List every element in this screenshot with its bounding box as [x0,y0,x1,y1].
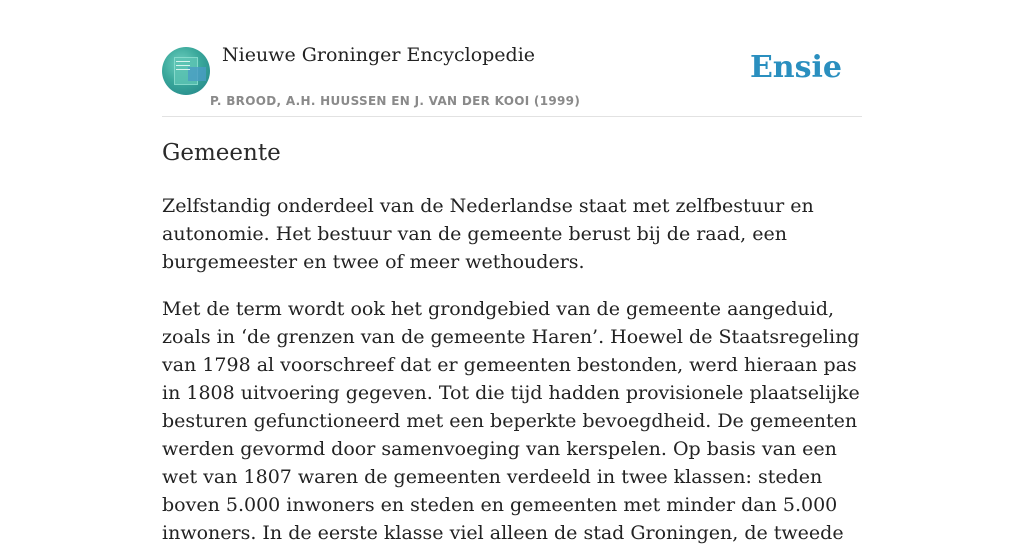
book-cover-icon[interactable] [162,47,210,95]
article-paragraph: Zelfstandig onderdeel van de Nederlandse staat met zelfbestuur en autonomie. Het bestuur van de gemeente berust bij de raad, een burgemeester en twee of meer wethouders. [162,195,814,273]
page [162,0,862,544]
source-title[interactable]: Nieuwe Groninger Encyclopedie [222,44,536,66]
article-title: Gemeente [162,140,281,166]
source-authors: P. BROOD, A.H. HUUSSEN EN J. VAN DER KOOI (1999) [210,94,581,108]
article-paragraph: Met de term wordt ook het grondgebied van de gemeente aangeduid, zoals in ‘de grenzen van de gemeente Haren’. Hoewel de Staatsregeling van 1798 al voorschreef dat er gemeenten bestonden, werd hieraan pas in 1808 uitvoering gegeven. Tot die tijd hadden provisionele plaatselijke besturen gefunctioneerd met een beperkte bevoegdheid. De gemeenten werden gevormd door samenvoeging van kerspelen. Op basis van een wet van 1807 waren de gemeenten verdeeld in twee klassen: steden boven 5.000 inwoners en steden en gemeenten met minder dan 5.000 inwoners. In de eerste klasse viel alleen de stad Groningen, de tweede [162,298,860,544]
brand-logo[interactable]: Ensie [749,50,842,85]
cover-text-lines [176,61,190,62]
cover-panel-secondary [188,67,206,81]
header [162,0,862,117]
